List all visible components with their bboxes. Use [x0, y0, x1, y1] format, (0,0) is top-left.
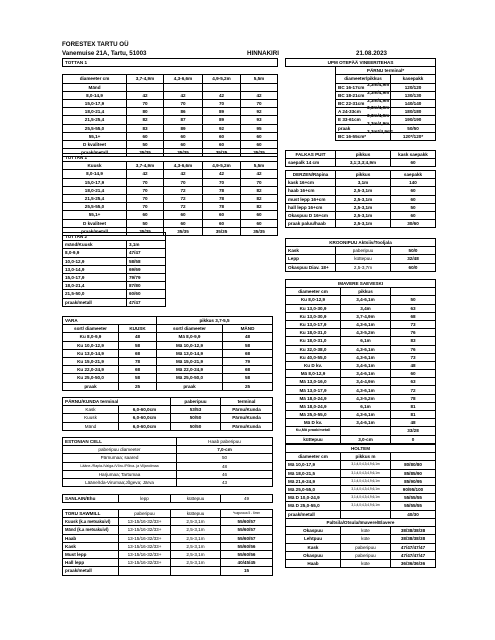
table-row: praak/metall 47/47 — [63, 298, 166, 306]
estonian-cell-table — [62, 437, 273, 487]
table-row: Mä D 25,0-55,0 3,1;4,0;4,3;4,9;6,1m 55/55/55 — [286, 502, 436, 510]
imavere-table — [285, 279, 436, 444]
table-row: Mänd 6,0-60,0cm 50/50 Pärnu/Kunda — [63, 422, 273, 430]
table-row: Kask 6,0-60,0cm 53/53 Pärnu/Kunda — [63, 406, 273, 414]
table-row: Ku 25,0-50,0 58 Mä 25,0-50,0 58 — [63, 374, 273, 382]
table-row: Lepp küttepuu 32/48 — [286, 255, 436, 263]
table-row: Kask paberipuu 50/0 — [286, 247, 436, 255]
company-name: FORESTEX TARTU OÜ — [62, 41, 129, 48]
upm-header-row: diameeter/pikkus kasepakk — [286, 75, 436, 83]
upm-title: UPM OTEPÄÄ VINEERITEHAS — [286, 59, 436, 67]
holtem-table — [285, 444, 436, 519]
table-row: Mä 18,0-24,9 6,1m 81 — [286, 402, 436, 410]
falkas-header-row: FALKAS PUIT pikkus kask saepakk — [286, 151, 436, 159]
table-row: Ku D kv. 3,4-6,1m 48 — [286, 361, 436, 369]
toru-sawmill-table — [62, 509, 273, 576]
table-row: 15,0-17,9 70 70 70 70 — [63, 178, 278, 186]
table-row: 55,1+ 60 60 60 60 — [63, 211, 278, 219]
company-address: Vanemuise 21A, Tartu, 51003 — [62, 50, 147, 57]
table-row: Mä 8,0-12,9 3,4-6,1m 60 — [286, 370, 436, 378]
table-row: BC 16-55cm* 120*/120* — [286, 132, 436, 140]
tottan1-species: Mänd — [63, 83, 127, 91]
tottan1-table — [62, 58, 278, 157]
table-row: Kuusk (k.a metsakuivl) 13-15/16-32/33+ 2,5-3,1m 55/60/57 — [63, 518, 273, 526]
table-row: Okaspuu küte 38/38/38/38 — [286, 527, 436, 535]
table-row: BC 16-17cm 120/120 — [286, 83, 436, 91]
table-row: Mä 18,0-21,5 3,1;4,0;4,3;4,9;6,1m 85/85/90 — [286, 469, 436, 477]
table-row: Ku 10,0-12,9 58 Mä 10,0-12,9 58 — [63, 341, 273, 349]
table-row: Ku 40,0-55,0 4,3-6,1m 73 — [286, 353, 436, 361]
table-row: Okaspuu Diav. 18+ 2,5-3,7m 60/0 — [286, 263, 436, 271]
table-row: 21,5-25,4 70 72 78 82 — [63, 194, 278, 202]
table-row: D kvaliteet 50 60 60 60 — [63, 140, 278, 148]
table-row: Ku 13,0-30,9 3,7-4,9m 68 — [286, 312, 436, 320]
table-row: haab 16+cm 2,5-3,1m 60 — [286, 187, 436, 195]
table-row: Lääne-/Rapla-/Valga-/Võru-/Põlva- ja Viljandimaa 48 — [63, 462, 273, 470]
table-row: Ku 8,0-12,9 3,4-6,1m 50 — [286, 296, 436, 304]
tottan1-title: TOTTAN 1 — [63, 59, 278, 67]
table-row: 13,0-14,9 69/69 — [63, 265, 166, 273]
table-row: 25,5-55,0 83 89 92 95 — [63, 124, 278, 132]
holtem-title: HOLTEM — [286, 445, 436, 453]
table-row: Ku 8,0-9,9 48 Mä 8,0-9,9 48 — [63, 333, 273, 341]
paltsila-title: Paltsila/Otsula/Imavere/Elavere — [286, 519, 436, 527]
tottan2-table — [62, 232, 166, 307]
table-row: 15,0-17,9 70 70 70 70 — [63, 99, 278, 107]
table-row: saepalk 14 cm 3,1;3,3;4,9m 60 — [286, 159, 436, 167]
derzen-header-row: DERZEN/Räpina pikkus saepakk — [286, 171, 436, 179]
table-row: 18,0-21,4 87/80 — [63, 282, 166, 290]
tottan2-title: TOTTAN 2 — [63, 233, 166, 241]
table-row: Ku 18,0-31,0 4,3-5,2m 76 — [286, 329, 436, 337]
table-row: SANLAIN/Ehu lepp küttepuu 49 — [63, 495, 273, 503]
table-row: Mänd (k.a metsakuivl) 13-15/16-32/33+ 2,5-3,1m 55/60/57 — [63, 526, 273, 534]
table-row: praak paluu/haab 2,5-3,1m 30/60 — [286, 220, 436, 228]
toru-header-row: TORU SAWMILL paberipuu küttepuu *suguraua 5 - 6mm — [63, 510, 273, 518]
table-row: Kuusk 6,0-60,0cm 50/50 Pärnu/Kunda — [63, 414, 273, 422]
tottan1-kuusk-table — [62, 153, 278, 236]
table-row: Harjumaa; Tartumaa 46 — [63, 470, 273, 478]
table-row: Mä 13,0-16,0 3,4-4,9m 63 — [286, 378, 436, 386]
tottan2-header-row: mänd/Kuusk 3,1m — [63, 241, 166, 249]
estonian-cell-header-row: paberipuu diameeter 7,0-cm — [63, 446, 273, 454]
table-row: 8,0-14,9 42 42 42 42 — [63, 170, 278, 178]
table-row: Ku 15,0-21,9 78 Mä 15,0-21,9 79 — [63, 357, 273, 365]
table-row: 18,0-21,4 80 86 89 92 — [63, 108, 278, 116]
table-row: Haab küte 36/36/36/36 — [286, 559, 436, 567]
derzen-table — [285, 170, 436, 228]
table-row: Okaspuu paberipuu 47/47/47/47 — [286, 551, 436, 559]
upm-subtitle: PÄRNU terminal* — [336, 67, 436, 75]
table-row: Ku 18,0-31,0 6,1m 83 — [286, 337, 436, 345]
table-row: kask 16+cm 3,1m 140 — [286, 179, 436, 187]
table-row: 55,1+ 60 60 60 60 — [63, 132, 278, 140]
table-row: praak 50/50 — [286, 124, 436, 132]
table-row: praak/metall 35/35 35/35 35/35 35/35 — [63, 227, 278, 235]
paltsila-table — [285, 518, 436, 568]
table-row: küttepuu 3,0-cm 0 — [286, 435, 436, 443]
kroonpuu-title: KROONIPUU Aktsiiv/Tooljala — [286, 239, 436, 247]
table-row: 21,5-50,0 60/60 — [63, 290, 166, 298]
kroonpuu-table — [285, 238, 436, 272]
sanlain-table — [62, 494, 273, 503]
table-row: Mä 13,0-17,9 4,3-6,1m 72 — [286, 386, 436, 394]
estonian-cell-title: ESTONIAN CELL — [63, 438, 177, 446]
table-row: must lepp 16+cm 2,5-3,1m 60 — [286, 195, 436, 203]
table-row: Mä 18,0-24,9 4,3-5,2m 78 — [286, 394, 436, 402]
table-row: Kask paberipuu 47/47/47/47 — [286, 543, 436, 551]
table-row: praak 25 praak 25 — [63, 382, 273, 390]
table-row: Mä D kv. 3,4-6,1m 48 — [286, 419, 436, 427]
table-row: Lääne/Ida-Virumaa;Jõgeva; Järva 43 — [63, 478, 273, 486]
table-row: Pärnumaa; saared 50 — [63, 454, 273, 462]
table-row: Mä 10,0-17,9 3,1;4,0;4,3;4,9;6,1m 80/80/80 — [286, 461, 436, 469]
table-row: E 33-61cm 190/190 — [286, 116, 436, 124]
table-row: Mä D 10,0-24,9 3,1;4,0;4,3;4,9;6,1m 55/55/55 — [286, 494, 436, 502]
table-row: Mä 25,0-55,0 4,3-6,1m 81 — [286, 411, 436, 419]
table-row: A 24-33cm 180/180 — [286, 108, 436, 116]
table-row: praak/metall 40/30 — [286, 510, 436, 518]
estonian-cell-subtitle: Haab paberipuu — [177, 438, 273, 446]
table-row: praak/metall 15 — [63, 567, 273, 575]
vara-length: pikkus 3,7-5,5 — [157, 317, 273, 325]
table-row: Kask 13-15/16-32/33+ 2,5-3,1m 55/60/56 — [63, 542, 273, 550]
sanlain-title: SANLAIN/Ehu — [63, 495, 119, 503]
table-row: Lehtpuu küte 38/38/38/38 — [286, 535, 436, 543]
table-row: 21,5-25,4 82 87 89 93 — [63, 116, 278, 124]
parnu-kunda-title: PÄRNU/KUNDA terminal — [63, 398, 171, 406]
table-row: Ku 13,0-17,9 4,3-6,1m 73 — [286, 320, 436, 328]
table-row: Mä 21,6-24,9 3,1;4,0;4,3;4,9;6,1m 85/90/95 — [286, 477, 436, 485]
table-row: D kvaliteet 50 60 60 60 — [63, 219, 278, 227]
table-row: Ku 13,0-14,9 68 Mä 13,0-14,9 68 — [63, 349, 273, 357]
vara-header-row: sort/ diameeter KUUSK sort/ diameeter MÄND — [63, 325, 273, 333]
price-list-date: 21.08.2023 — [356, 50, 387, 57]
vara-table — [62, 316, 273, 391]
upm-length-column: 3,3m/4,9m 3,3m/4,9m 3,3m/4,9m 3,3m/4,9m 3,3m/4,9m 3,3m/4,9m 3,3m*/4,9m* — [367, 82, 393, 134]
falkas-table — [285, 150, 436, 167]
parnu-kunda-table — [62, 397, 273, 431]
table-row: Ku 32,0-38,0 4,3-6,1m 76 — [286, 345, 436, 353]
table-row: Ku 22,0-24,9 68 Mä 22,0-24,9 68 — [63, 366, 273, 374]
table-row: Haab 13-15/16-32/33+ 2,5-3,1m 55/60/57 — [63, 534, 273, 542]
tottan1-kuusk-header-row: Kuusk 3,7-4,9m 4,3-6,6m 4,9-5,2m 5,5m — [63, 162, 278, 170]
table-row: 18,0-21,4 70 72 78 82 — [63, 186, 278, 194]
table-row: Ku 13,0-30,9 3,4m 63 — [286, 304, 436, 312]
table-row: Ku,Mä praak/metall 33/28 — [286, 427, 436, 435]
holtem-header-row: diameeter cm pikkus m — [286, 453, 436, 461]
price-list-title: HINNAKIRI — [247, 50, 279, 57]
tottan1-header-row: diameeter cm 3,7-4,9m 4,3-6,6m 4,9-5,2m 5,5m — [63, 75, 278, 83]
tottan1-kuusk-title: TOTTAN 1 — [63, 154, 278, 162]
table-row: 10,0-12,9 58/58 — [63, 257, 166, 265]
table-row: 25,5-55,0 70 72 78 82 — [63, 203, 278, 211]
table-row: 8,0-14,9 42 42 42 42 — [63, 91, 278, 99]
table-row: Okaspuu D 16+cm 2,5-3,1m 60 — [286, 211, 436, 219]
parnu-kunda-header-row: PÄRNU/KUNDA terminal paberipuu terminal — [63, 398, 273, 406]
table-row: BC 18-21cm 130/130 — [286, 91, 436, 99]
toru-sawmill-title: TORU SAWMILL — [63, 510, 119, 518]
imavere-title: IMAVERE SAEVESKI — [286, 280, 436, 288]
table-row: praak/metall 35/35 35/35 35/35 35/35 — [63, 149, 278, 157]
upm-table — [285, 58, 436, 141]
table-row: Hall lepp 13-15/16-32/33+ 2,5-3,1m 40/45/45 — [63, 559, 273, 567]
table-row: hall lepp 16+cm 2,5-3,1m 50 — [286, 203, 436, 211]
table-row: BC 22-31cm 140/140 — [286, 99, 436, 107]
vara-title: VARA — [63, 317, 157, 325]
imavere-header-row: diameeter cm pikkus — [286, 288, 436, 296]
falkas-title: FALKAS PUIT — [286, 151, 336, 159]
table-row: Mä 25,0-55,0 3,1;4,0;4,3;4,9;6,1m 90/95/100 — [286, 485, 436, 493]
table-row: 15,0-17,9 79/79 — [63, 273, 166, 281]
table-row: Must lepp 13-15/16-32/33+ 2,5-3,1m 55/60/56 — [63, 550, 273, 558]
table-row: 8,0-9,9 47/47 — [63, 249, 166, 257]
